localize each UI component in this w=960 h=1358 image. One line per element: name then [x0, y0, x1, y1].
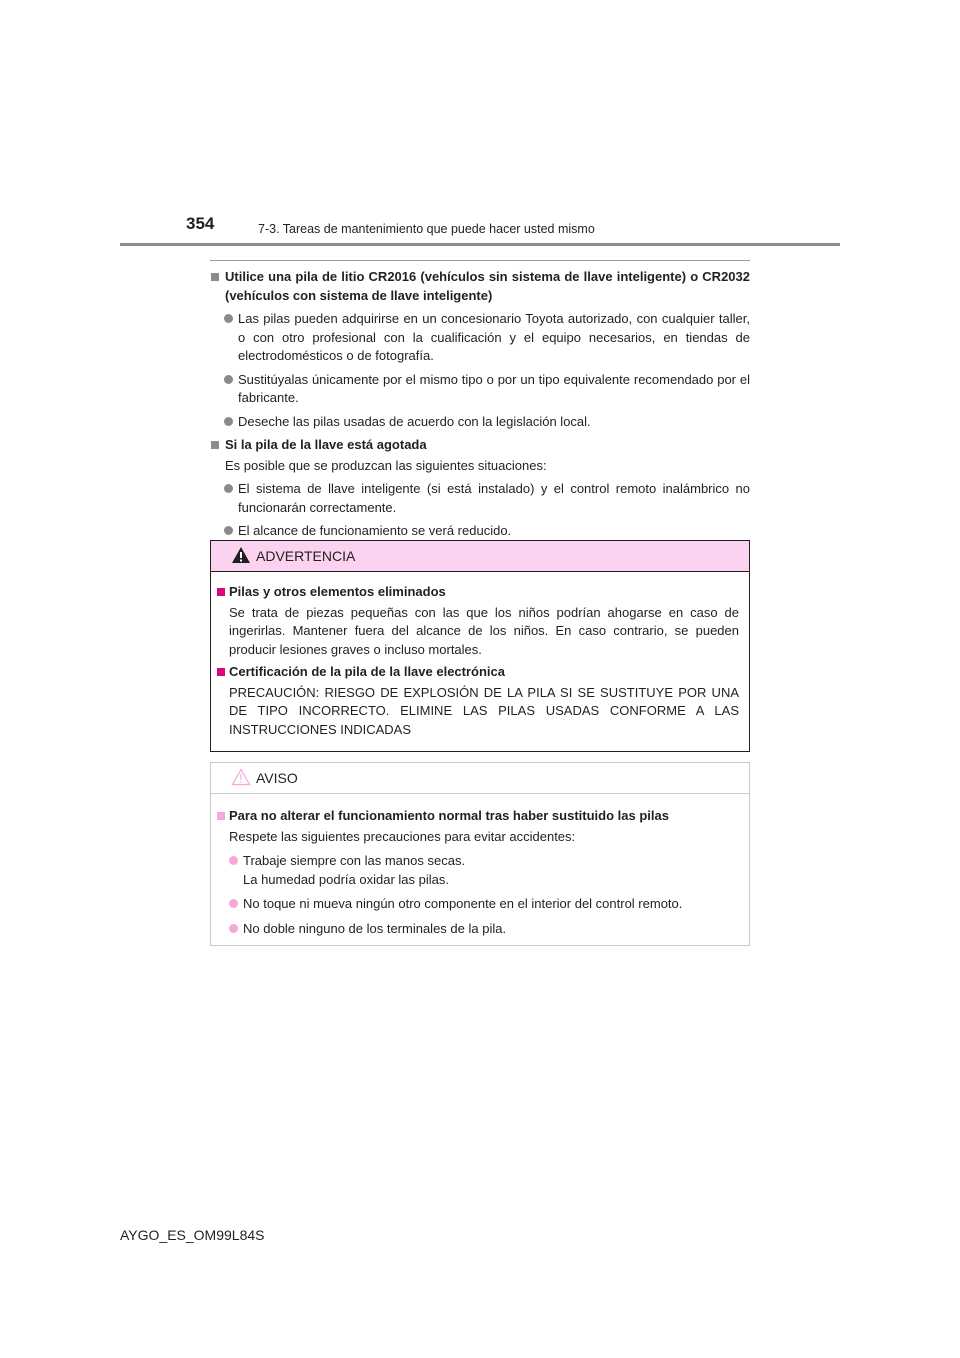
document-code: AYGO_ES_OM99L84S: [120, 1227, 265, 1243]
caution-triangle-icon: [231, 768, 251, 791]
square-bullet-icon: [211, 273, 219, 281]
warning-item-heading: Pilas y otros elementos eliminados: [211, 583, 739, 602]
list-item: El sistema de llave inteligente (si está instalado) y el control remoto inalámbrico no funcionarán correctamente.: [210, 480, 750, 517]
main-content: [210, 268, 750, 546]
notice-heading: Para no alterar el funcionamiento normal tras haber sustituido las pilas: [211, 807, 739, 826]
square-bullet-icon: [217, 668, 225, 676]
notice-intro: Respete las siguientes precauciones para evitar accidentes:: [229, 828, 576, 844]
warning-triangle-icon: [231, 546, 251, 569]
list-item: El alcance de funcionamiento se verá reducido.: [210, 522, 750, 541]
page-number: 354: [186, 214, 215, 233]
list-item: Deseche las pilas usadas de acuerdo con la legislación local.: [210, 413, 750, 432]
warning-item-heading: Certificación de la pila de la llave electrónica: [211, 663, 739, 682]
round-bullet-icon: [229, 856, 238, 865]
warning-item-text: Se trata de piezas pequeñas con las que los niños podrían ahogarse en caso de ingerirlas. Mantener fuera del alcance de los niños. En caso contrario, se pueden producir lesiones graves o incluso mortales.: [229, 604, 739, 657]
round-bullet-icon: [224, 526, 233, 535]
section-heading-battery-depleted: Si la pila de la llave está agotada: [210, 436, 750, 455]
list-item: No toque ni mueva ningún otro componente en el interior del control remoto.: [211, 895, 739, 914]
round-bullet-icon: [224, 375, 233, 384]
notice-box: [210, 762, 750, 946]
section-heading-battery-type: Utilice una pila de litio CR2016 (vehículos sin sistema de llave inteligente) o CR2032 (vehículos con sistema de llave inteligente): [210, 268, 750, 305]
warning-body: [211, 583, 749, 743]
header-rule: [120, 243, 840, 246]
warning-header: [211, 541, 749, 572]
section-intro: Es posible que se produzcan las siguientes situaciones:: [225, 457, 547, 473]
list-item: Las pilas pueden adquirirse en un concesionario Toyota autorizado, con cualquier taller, o con otro profesional con la cualificación y el equipo necesarios, en tiendas de electrodomésticos o de fotografía.: [210, 310, 750, 366]
round-bullet-icon: [224, 417, 233, 426]
section-title: 7-3. Tareas de mantenimiento que puede hacer usted mismo: [258, 222, 595, 236]
round-bullet-icon: [229, 899, 238, 908]
list-item: Sustitúyalas únicamente por el mismo tipo o por un tipo equivalente recomendado por el fabricante.: [210, 371, 750, 408]
list-item: No doble ninguno de los terminales de la pila.: [211, 920, 739, 939]
notice-header: [211, 763, 749, 794]
warning-title: ADVERTENCIA: [256, 548, 356, 564]
square-bullet-icon: [211, 441, 219, 449]
notice-body: [211, 807, 749, 944]
square-bullet-icon: [217, 812, 225, 820]
notice-title: AVISO: [256, 770, 298, 786]
warning-item-text: PRECAUCIÓN: RIESGO DE EXPLOSIÓN DE LA PILA SI SE SUSTITUYE POR UNA DE TIPO INCORRECTO. ELIMINE LAS PILAS USADAS CONFORME A LAS INSTRUCCIONES INDICADAS: [229, 684, 739, 737]
list-item: Trabaje siempre con las manos secas. La humedad podría oxidar las pilas.: [211, 852, 739, 889]
round-bullet-icon: [224, 484, 233, 493]
round-bullet-icon: [224, 314, 233, 323]
warning-box: [210, 540, 750, 752]
content-top-rule: [210, 260, 750, 261]
square-bullet-icon: [217, 588, 225, 596]
round-bullet-icon: [229, 924, 238, 933]
